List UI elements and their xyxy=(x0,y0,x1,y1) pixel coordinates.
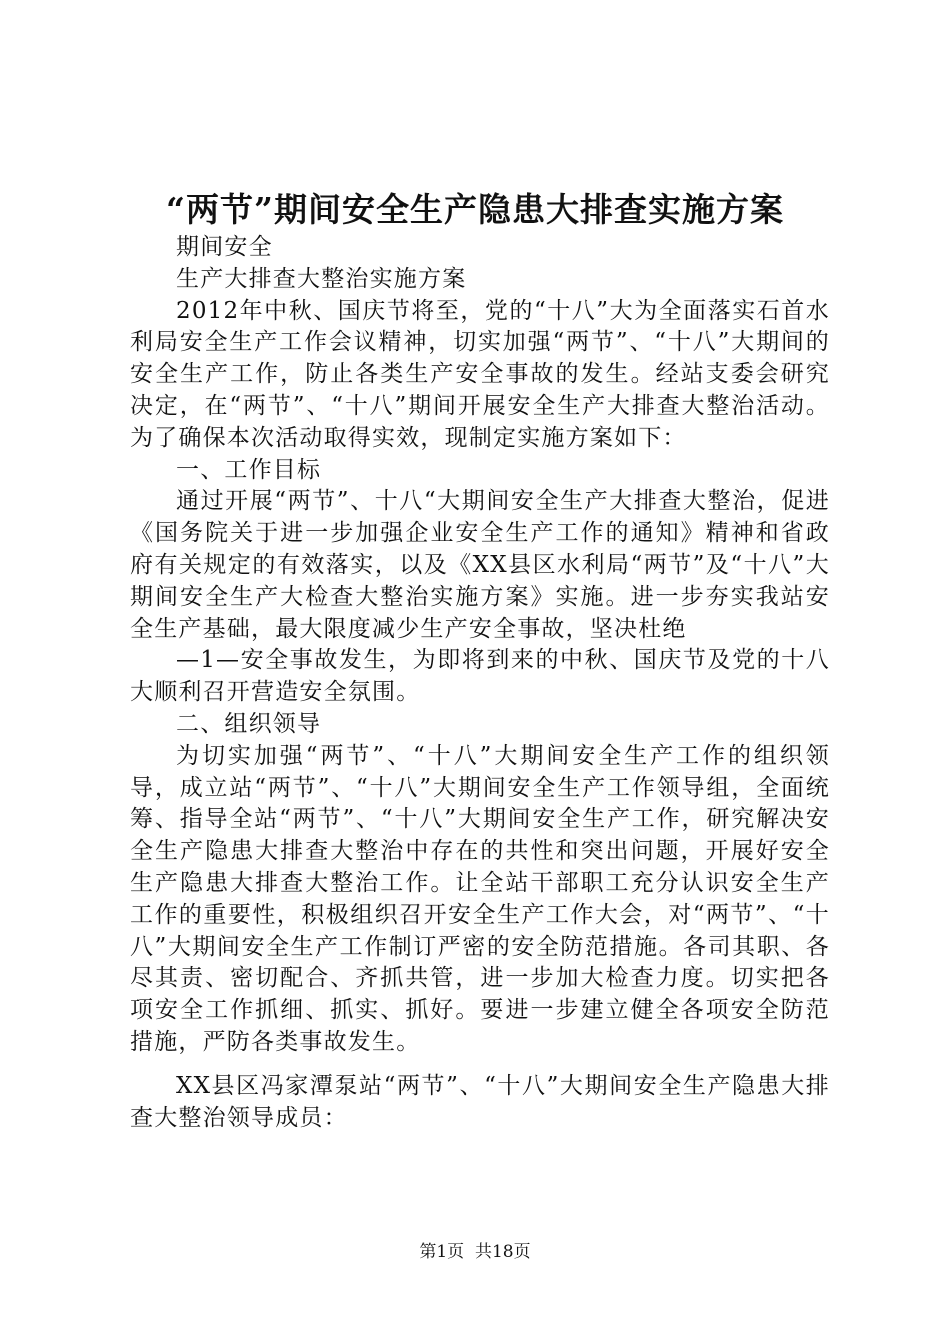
page-number: 第1页 共18页 xyxy=(419,1242,531,1262)
section-heading-goals: 一、工作目标 xyxy=(176,456,322,483)
document-body xyxy=(130,232,830,1134)
paragraph-leadership-members: XX县区冯家潭泵站“两节”、“十八”大期间安全生产隐患大排查大整治领导成员： xyxy=(130,1072,830,1131)
document-title: “两节”期间安全生产隐患大排查实施方案 xyxy=(166,190,784,229)
paragraph-organization: 为切实加强“两节”、“十八”大期间安全生产工作的组织领导，成立站“两节”、“十八”大期间安全生产工作领导组，全面统筹、指导全站“两节”、“十八”大期间安全生产工作，研究解决安全生产隐患大排查大整治中存在的共性和突出问题，开展好安全生产隐患大排查大整治工作。让全站干部职工充分认识安全生产工作的重要性，积极组织召开安全生产工作大会，对“两节”、“十八”大期间安全生产工作制订严密的安全防范措施。各司其职、各尽其责、密切配合、齐抓共管，进一步加大检查力度。切实把各项安全工作抓细、抓实、抓好。要进一步建立健全各项安全防范措施，严防各类事故发生。 xyxy=(130,742,830,1055)
paragraph-subtitle-2: 生产大排查大整治实施方案 xyxy=(176,265,467,292)
paragraph-intro: 2012年中秋、国庆节将至，党的“十八”大为全面落实石首水利局安全生产工作会议精神，切实加强“两节”、“十八”大期间的安全生产工作，防止各类生产安全事故的发生。经站支委会研究决定，在“两节”、“十八”期间开展安全生产大排查大整治活动。为了确保本次活动取得实效，现制定实施方案如下： xyxy=(130,297,830,451)
paragraph-goals: 通过开展“两节”、十八“大期间安全生产大排查大整治，促进《国务院关于进一步加强企业安全生产工作的通知》精神和省政府有关规定的有效落实，以及《XX县区水利局“两节”及“十八”大期间安全生产大检查大整治实施方案》实施。进一步夯实我站安全生产基础，最大限度减少生产安全事故，坚决杜绝 xyxy=(130,488,830,642)
paragraph-subtitle-1: 期间安全 xyxy=(176,234,273,260)
section-heading-organization: 二、组织领导 xyxy=(176,710,322,737)
page-footer xyxy=(0,1240,950,1264)
paragraph-goals-continued: —1—安全事故发生，为即将到来的中秋、国庆节及党的十八大顺利召开营造安全氛围。 xyxy=(130,647,830,706)
